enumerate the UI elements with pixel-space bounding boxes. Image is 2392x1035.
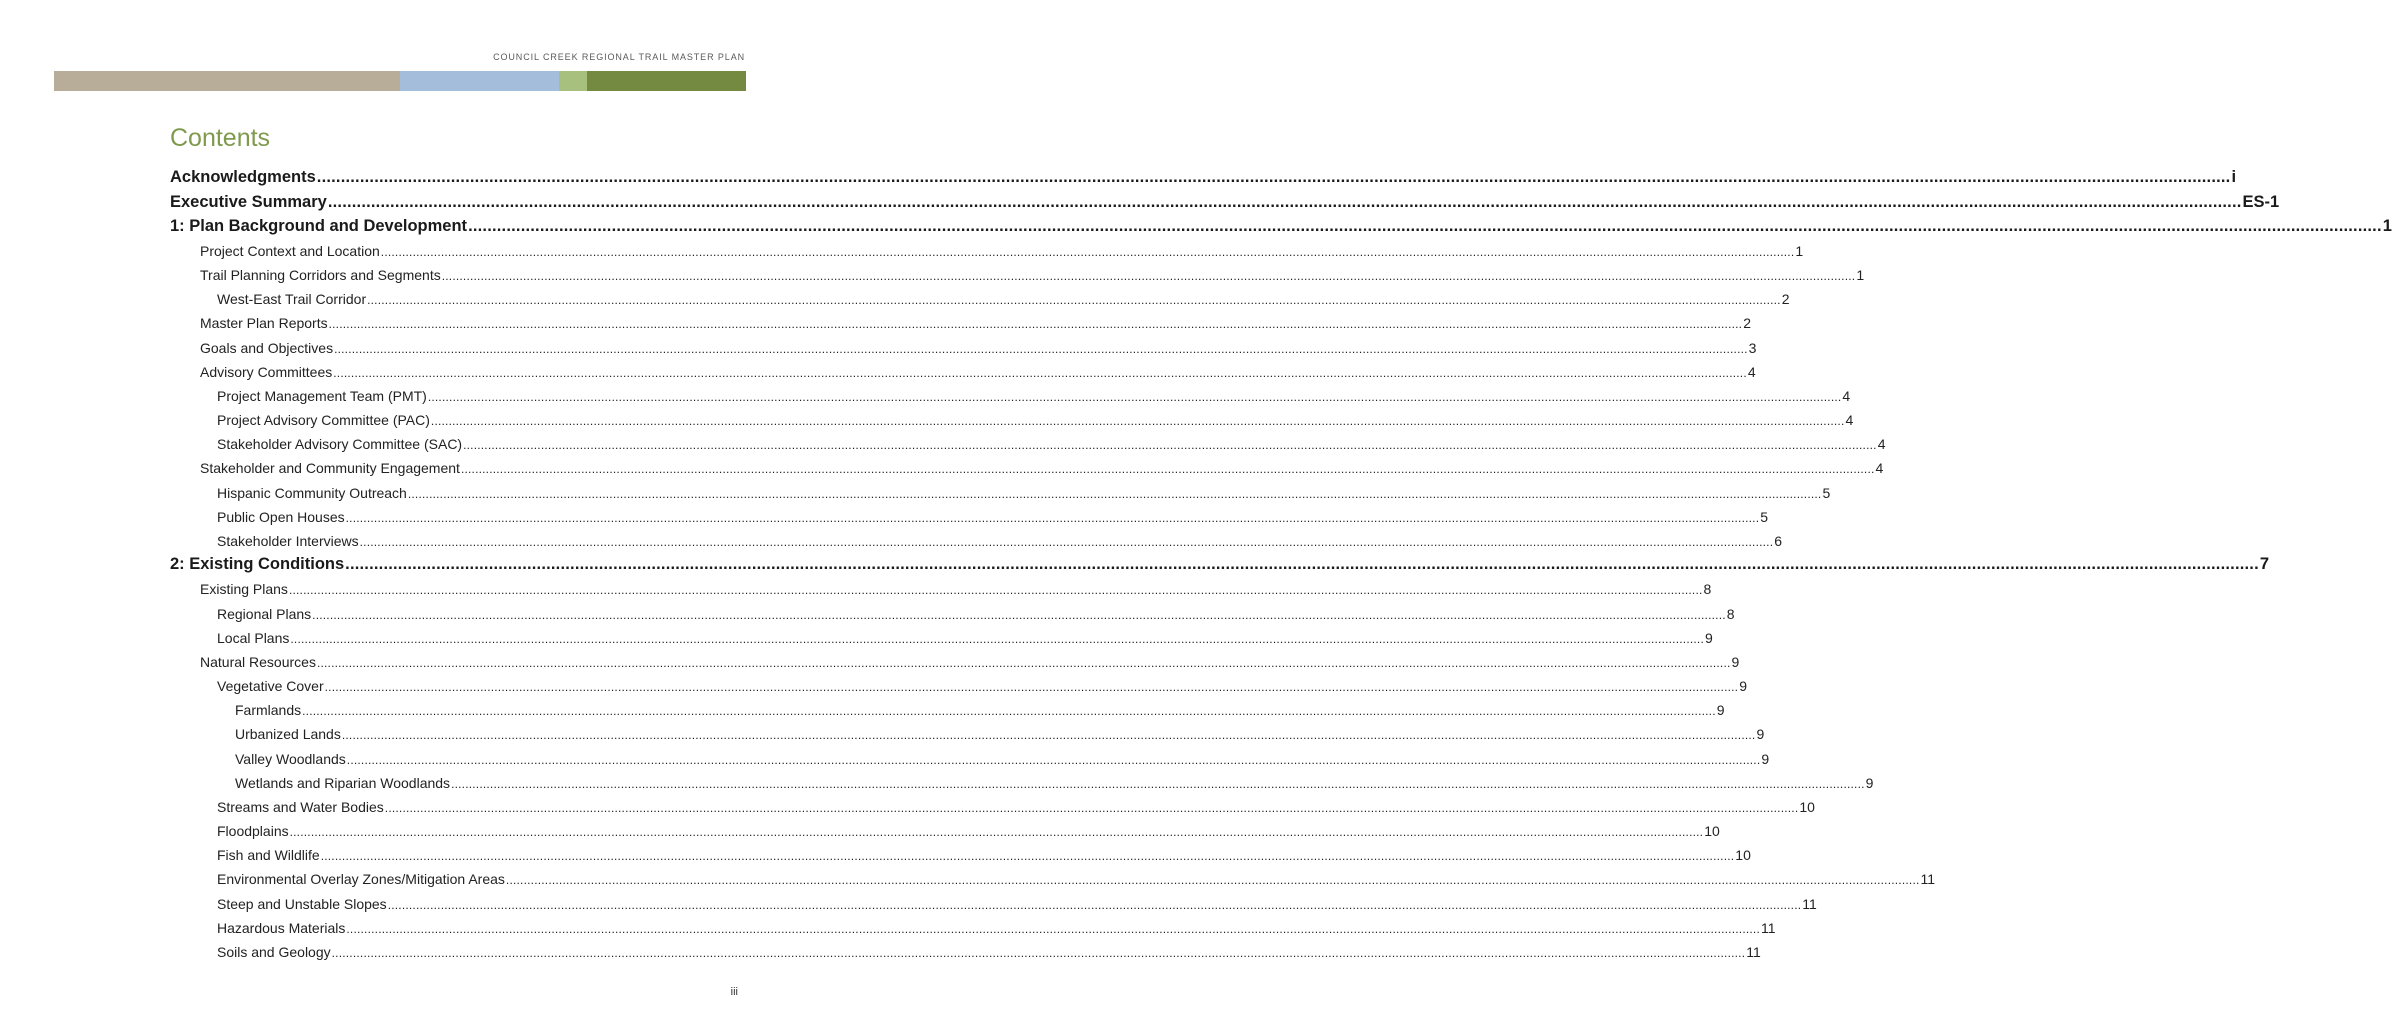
toc-entry-page: 11	[1760, 920, 1776, 936]
toc-entry-title: Master Plan Reports	[200, 315, 328, 331]
toc-dot-leader: ................................................................................................................................................................................................................................................................................................................................................................................................................	[312, 608, 1726, 622]
toc-dot-leader: ................................................................................................................................................................................................................................................................................................................................................................................................................	[341, 728, 1756, 742]
running-header: COUNCIL CREEK REGIONAL TRAIL MASTER PLAN	[493, 52, 745, 62]
header-color-bar	[54, 71, 746, 91]
toc-dot-leader: ................................................................................................................................................................................................................................................................................................................................................................................................................	[316, 656, 1731, 670]
toc-entry-title: Project Advisory Committee (PAC)	[217, 412, 430, 428]
toc-dot-leader: ................................................................................................................................................................................................................................................................................................................................................................................................................	[345, 511, 1760, 525]
toc-entry-title: West-East Trail Corridor	[217, 291, 367, 307]
toc-entry-title: Project Management Team (PMT)	[217, 388, 427, 404]
page-number: iii	[730, 986, 738, 998]
toc-entry[interactable]	[217, 606, 1735, 622]
toc-entry-title: 2: Existing Conditions	[170, 555, 345, 573]
toc-entry-page: ES-1	[2242, 193, 2280, 211]
toc-dot-leader: ................................................................................................................................................................................................................................................................................................................................................................................................................	[316, 168, 2231, 186]
toc-entry-page: 1	[2382, 217, 2392, 235]
toc-entry-title: Local Plans	[217, 630, 290, 646]
toc-entry[interactable]	[217, 509, 1769, 525]
toc-entry[interactable]	[217, 944, 1761, 960]
toc-dot-leader: ................................................................................................................................................................................................................................................................................................................................................................................................................	[289, 825, 1704, 839]
toc-dot-leader: ................................................................................................................................................................................................................................................................................................................................................................................................................	[359, 535, 1774, 549]
toc-dot-leader: ................................................................................................................................................................................................................................................................................................................................................................................................................	[302, 704, 1716, 718]
toc-entry-title: Acknowledgments	[170, 168, 316, 186]
toc-entry[interactable]	[217, 871, 1936, 887]
toc-entry[interactable]	[200, 581, 1712, 597]
toc-dot-leader: ................................................................................................................................................................................................................................................................................................................................................................................................................	[384, 801, 1799, 815]
toc-entry-title: Vegetative Cover	[217, 678, 324, 694]
toc-entry-page: 1	[1856, 267, 1865, 283]
toc-entry-title: Project Context and Location	[200, 243, 380, 259]
toc-dot-leader: ................................................................................................................................................................................................................................................................................................................................................................................................................	[451, 777, 1865, 791]
toc-entry-title: Urbanized Lands	[235, 726, 341, 742]
toc-entry-page: 11	[1802, 896, 1817, 912]
toc-entry[interactable]	[217, 630, 1713, 646]
toc-dot-leader: ................................................................................................................................................................................................................................................................................................................................................................................................................	[328, 317, 1743, 331]
toc-entry-title: Wetlands and Riparian Woodlands	[235, 775, 451, 791]
toc-entry-page: 10	[1704, 823, 1720, 839]
toc-entry[interactable]	[217, 799, 1815, 815]
toc-entry[interactable]	[170, 217, 2392, 235]
toc-entry[interactable]	[235, 751, 1770, 767]
toc-entry-page: i	[2231, 168, 2237, 186]
toc-dot-leader: ................................................................................................................................................................................................................................................................................................................................................................................................................	[345, 555, 2259, 573]
toc-entry-page: 9	[1761, 751, 1770, 767]
toc-dot-leader: ................................................................................................................................................................................................................................................................................................................................................................................................................	[367, 293, 1781, 307]
toc-entry-title: Regional Plans	[217, 606, 312, 622]
toc-entry-page: 5	[1760, 509, 1769, 525]
toc-dot-leader: ................................................................................................................................................................................................................................................................................................................................................................................................................	[463, 438, 1877, 452]
toc-entry[interactable]	[200, 243, 1804, 259]
toc-entry-page: 9	[1731, 654, 1740, 670]
toc-entry[interactable]	[217, 896, 1817, 912]
toc-entry-title: Stakeholder and Community Engagement	[200, 460, 460, 476]
toc-entry-title: Natural Resources	[200, 654, 316, 670]
toc-entry[interactable]	[217, 436, 1886, 452]
toc-dot-leader: ................................................................................................................................................................................................................................................................................................................................................................................................................	[327, 193, 2242, 211]
color-bar-blue-segment	[400, 71, 559, 91]
toc-dot-leader: ................................................................................................................................................................................................................................................................................................................................................................................................................	[441, 269, 1856, 283]
toc-entry[interactable]	[200, 340, 1757, 356]
toc-dot-leader: ................................................................................................................................................................................................................................................................................................................................................................................................................	[468, 217, 2382, 235]
toc-entry-title: Soils and Geology	[217, 944, 331, 960]
toc-dot-leader: ................................................................................................................................................................................................................................................................................................................................................................................................................	[346, 753, 1761, 767]
toc-entry-page: 6	[1774, 533, 1783, 549]
toc-entry-title: 1: Plan Background and Development	[170, 217, 468, 235]
toc-entry-page: 10	[1799, 799, 1815, 815]
toc-entry[interactable]	[200, 315, 1751, 331]
toc-entry[interactable]	[235, 726, 1765, 742]
toc-entry-title: Goals and Objectives	[200, 340, 334, 356]
toc-dot-leader: ................................................................................................................................................................................................................................................................................................................................................................................................................	[288, 583, 1703, 597]
toc-entry[interactable]	[235, 775, 1874, 791]
toc-entry-page: 4	[1877, 436, 1886, 452]
toc-entry[interactable]	[217, 823, 1720, 839]
toc-dot-leader: ................................................................................................................................................................................................................................................................................................................................................................................................................	[324, 680, 1739, 694]
toc-entry[interactable]	[217, 847, 1751, 863]
toc-entry-page: 11	[1746, 944, 1761, 960]
color-bar-green-segment	[587, 71, 746, 91]
toc-entry-page: 4	[1842, 388, 1851, 404]
toc-entry-page: 2	[1743, 315, 1751, 331]
toc-dot-leader: ................................................................................................................................................................................................................................................................................................................................................................................................................	[334, 342, 1748, 356]
toc-entry-title: Farmlands	[235, 702, 302, 718]
toc-entry-page: 10	[1735, 847, 1751, 863]
toc-dot-leader: ................................................................................................................................................................................................................................................................................................................................................................................................................	[505, 873, 1920, 887]
toc-entry[interactable]	[217, 412, 1854, 428]
toc-entry[interactable]	[217, 533, 1783, 549]
toc-entry-page: 4	[1845, 412, 1854, 428]
toc-entry-title: Fish and Wildlife	[217, 847, 320, 863]
toc-entry-title: Public Open Houses	[217, 509, 345, 525]
toc-dot-leader: ................................................................................................................................................................................................................................................................................................................................................................................................................	[290, 632, 1704, 646]
toc-entry[interactable]	[200, 460, 1884, 476]
toc-entry[interactable]	[217, 485, 1831, 501]
toc-entry-title: Streams and Water Bodies	[217, 799, 384, 815]
toc-dot-leader: ................................................................................................................................................................................................................................................................................................................................................................................................................	[430, 414, 1845, 428]
toc-dot-leader: ................................................................................................................................................................................................................................................................................................................................................................................................................	[460, 462, 1875, 476]
toc-entry[interactable]	[200, 654, 1740, 670]
toc-entry-title: Stakeholder Advisory Committee (SAC)	[217, 436, 463, 452]
toc-entry-title: Executive Summary	[170, 193, 327, 211]
toc-dot-leader: ................................................................................................................................................................................................................................................................................................................................................................................................................	[346, 922, 1760, 936]
toc-entry-title: Valley Woodlands	[235, 751, 346, 767]
toc-dot-leader: ................................................................................................................................................................................................................................................................................................................................................................................................................	[427, 390, 1842, 404]
color-bar-light-green-segment	[559, 71, 587, 91]
toc-entry-title: Hispanic Community Outreach	[217, 485, 407, 501]
toc-dot-leader: ................................................................................................................................................................................................................................................................................................................................................................................................................	[380, 245, 1795, 259]
toc-entry-page: 1	[1795, 243, 1804, 259]
toc-dot-leader: ................................................................................................................................................................................................................................................................................................................................................................................................................	[407, 487, 1822, 501]
toc-entry[interactable]	[200, 267, 1865, 283]
toc-entry-page: 11	[1920, 871, 1936, 887]
toc-dot-leader: ................................................................................................................................................................................................................................................................................................................................................................................................................	[331, 946, 1746, 960]
toc-entry-page: 8	[1703, 581, 1712, 597]
toc-dot-leader: ................................................................................................................................................................................................................................................................................................................................................................................................................	[333, 366, 1747, 380]
toc-entry-title: Floodplains	[217, 823, 289, 839]
toc-entry-title: Environmental Overlay Zones/Mitigation Areas	[217, 871, 505, 887]
toc-entry-title: Stakeholder Interviews	[217, 533, 359, 549]
color-bar-tan-segment	[54, 71, 400, 91]
toc-entry-page: 7	[2259, 555, 2270, 573]
toc-entry[interactable]	[170, 555, 2270, 573]
toc-entry-page: 8	[1726, 606, 1735, 622]
toc-entry-page: 9	[1716, 702, 1725, 718]
toc-dot-leader: ................................................................................................................................................................................................................................................................................................................................................................................................................	[320, 849, 1735, 863]
toc-entry[interactable]	[217, 291, 1790, 307]
toc-entry-page: 9	[1739, 678, 1748, 694]
toc-entry-page: 9	[1756, 726, 1765, 742]
contents-heading: Contents	[170, 124, 271, 152]
toc-entry[interactable]	[217, 388, 1851, 404]
toc-entry-page: 2	[1781, 291, 1790, 307]
toc-entry[interactable]	[170, 193, 2280, 211]
toc-entry-page: 9	[1865, 775, 1874, 791]
toc-entry-page: 4	[1747, 364, 1756, 380]
toc-dot-leader: ................................................................................................................................................................................................................................................................................................................................................................................................................	[387, 898, 1802, 912]
toc-entry-page: 5	[1822, 485, 1831, 501]
toc-entry-page: 9	[1704, 630, 1713, 646]
toc-entry[interactable]	[217, 678, 1748, 694]
toc-entry-title: Existing Plans	[200, 581, 288, 597]
toc-entry-title: Advisory Committees	[200, 364, 333, 380]
toc-entry-page: 3	[1748, 340, 1757, 356]
toc-entry[interactable]	[217, 920, 1776, 936]
toc-entry-page: 4	[1875, 460, 1884, 476]
toc-entry-title: Trail Planning Corridors and Segments	[200, 267, 441, 283]
toc-entry-title: Hazardous Materials	[217, 920, 346, 936]
toc-entry-title: Steep and Unstable Slopes	[217, 896, 387, 912]
toc-entry[interactable]	[170, 168, 2237, 186]
toc-entry[interactable]	[200, 364, 1756, 380]
toc-entry[interactable]	[235, 702, 1725, 718]
